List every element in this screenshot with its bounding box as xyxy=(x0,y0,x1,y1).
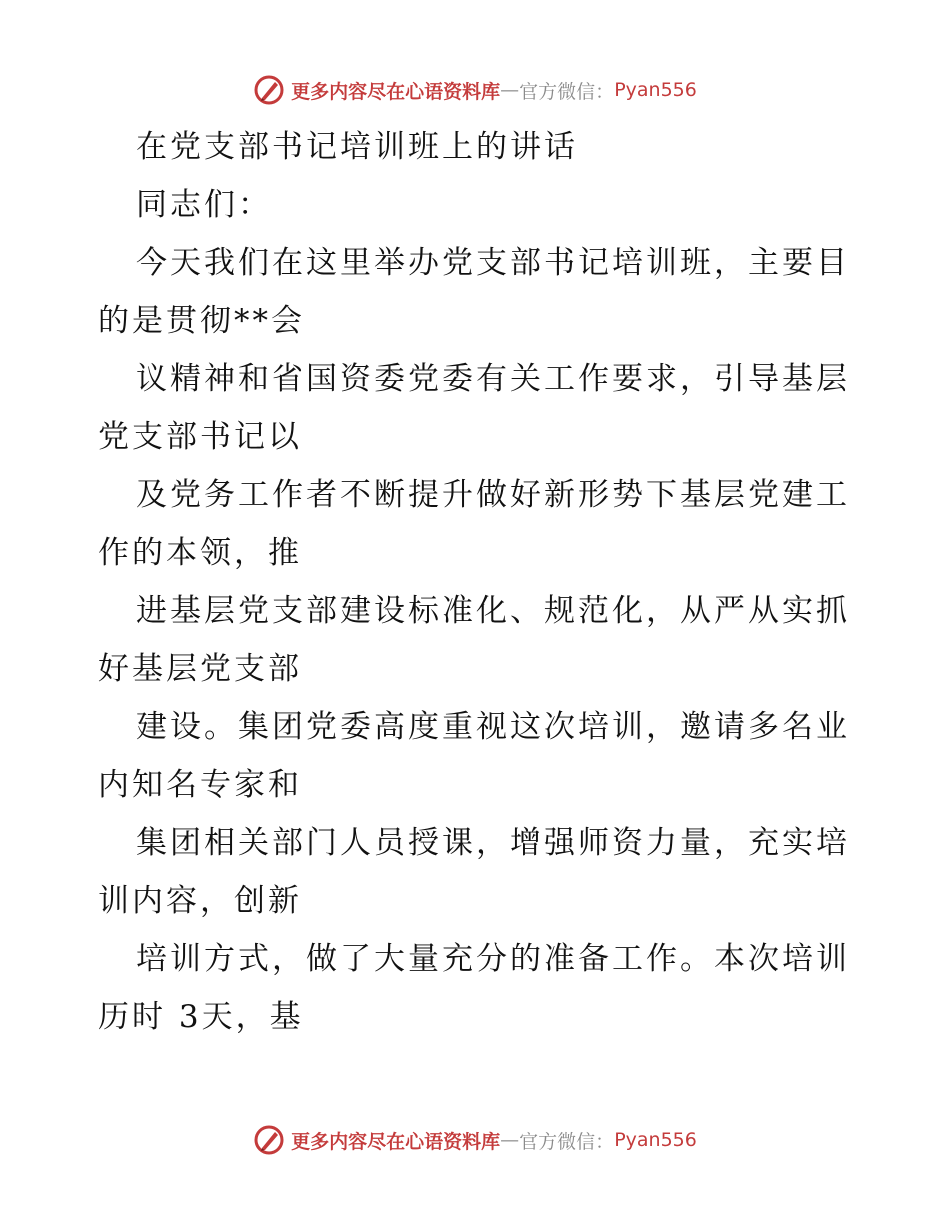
text-line: 议精神和省国资委党委有关工作要求，引导基层 xyxy=(136,361,850,397)
watermark-wechat-id: Pyan556 xyxy=(614,79,697,101)
document-title: 在党支部书记培训班上的讲话 xyxy=(136,129,578,165)
text-line: 作的本领，推 xyxy=(98,535,302,571)
text-line: 党支部书记以 xyxy=(98,419,302,455)
text-line: 进基层党支部建设标准化、规范化，从严从实抓 xyxy=(136,593,850,629)
watermark-wechat-id: Pyan556 xyxy=(614,1129,697,1151)
text-line: 集团相关部门人员授课，增强师资力量，充实培 xyxy=(136,825,850,861)
watermark-wechat-label: 官方微信： xyxy=(519,1130,615,1153)
document-paragraph xyxy=(98,234,858,1046)
text-line: 内知名专家和 xyxy=(98,767,302,803)
header-watermark xyxy=(0,70,950,110)
document-body xyxy=(98,118,858,1046)
text-line: 培训方式，做了大量充分的准备工作。本次培训 xyxy=(136,941,850,977)
text-line: 历时 3天，基 xyxy=(98,999,304,1035)
pen-logo-icon xyxy=(253,74,285,106)
text-line: 训内容，创新 xyxy=(98,883,302,919)
watermark-dash: — xyxy=(500,79,520,101)
text-line: 好基层党支部 xyxy=(98,651,302,687)
watermark-site-text: 更多内容尽在心语资料库 xyxy=(291,80,501,103)
text-line: 建设。集团党委高度重视这次培训，邀请多名业 xyxy=(136,709,850,745)
text-line: 的是贯彻**会 xyxy=(98,303,305,339)
footer-watermark xyxy=(0,1120,950,1160)
watermark-dash: — xyxy=(500,1129,520,1151)
text-line: 今天我们在这里举办党支部书记培训班，主要目 xyxy=(136,245,850,281)
watermark-site-text: 更多内容尽在心语资料库 xyxy=(291,1130,501,1153)
watermark-wechat-label: 官方微信： xyxy=(519,80,615,103)
document-salutation: 同志们： xyxy=(136,187,272,223)
pen-logo-icon xyxy=(253,1124,285,1156)
text-line: 及党务工作者不断提升做好新形势下基层党建工 xyxy=(136,477,850,513)
